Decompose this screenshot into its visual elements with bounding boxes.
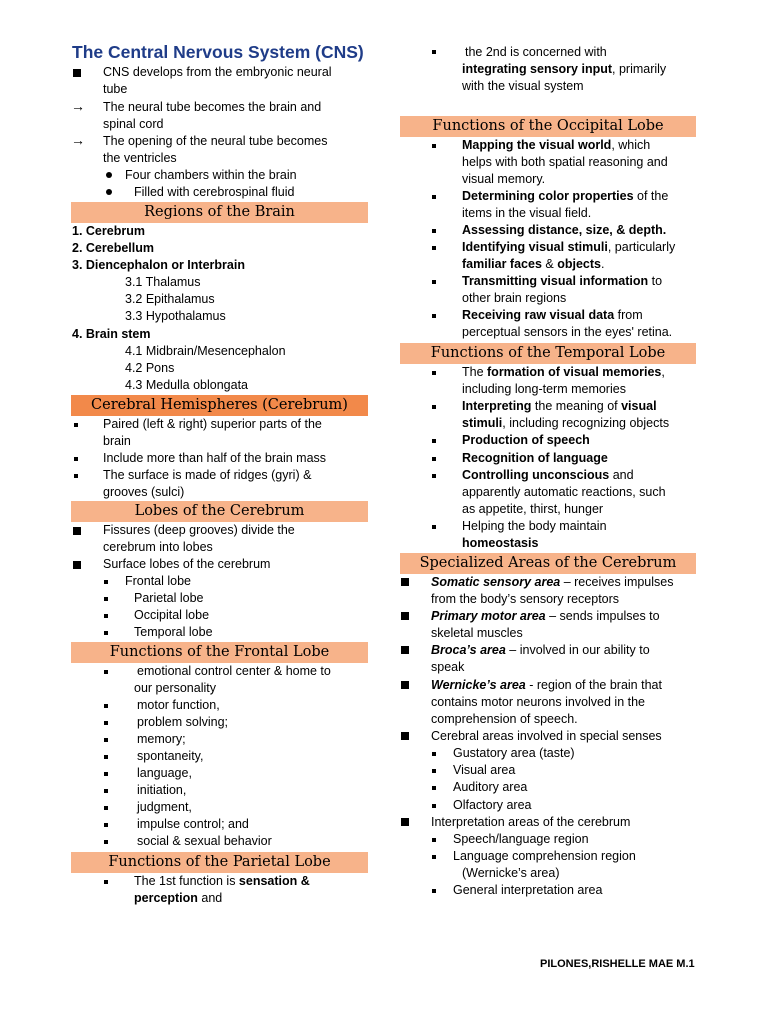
temporal-line: stimuli, including recognizing objects bbox=[462, 416, 670, 430]
hemisphere-line: Paired (left & right) superior parts of the bbox=[103, 417, 322, 431]
lobes-line: Surface lobes of the cerebrum bbox=[103, 557, 271, 571]
small-square-bullet-icon bbox=[104, 789, 108, 793]
specialized-line: skeletal muscles bbox=[431, 626, 523, 640]
specialized-line: speak bbox=[431, 660, 465, 674]
dot-bullet-icon bbox=[106, 189, 112, 195]
intro-line: The opening of the neural tube becomes bbox=[103, 134, 328, 148]
arrow-right-icon: → bbox=[71, 98, 85, 114]
section-header-parietal: Functions of the Parietal Lobe bbox=[71, 852, 368, 873]
frontal-item: motor function, bbox=[137, 698, 220, 712]
occipital-line: helps with both spatial reasoning and bbox=[462, 155, 668, 169]
square-bullet-icon bbox=[73, 69, 81, 77]
square-bullet-icon bbox=[73, 561, 81, 569]
square-bullet-icon bbox=[401, 646, 409, 654]
interpretation-item: (Wernicke’s area) bbox=[462, 866, 560, 880]
small-square-bullet-icon bbox=[104, 670, 108, 674]
frontal-item: judgment, bbox=[137, 800, 192, 814]
temporal-line: Recognition of language bbox=[462, 451, 608, 465]
special-senses-item: Olfactory area bbox=[453, 798, 532, 812]
temporal-line: Interpreting the meaning of visual bbox=[462, 399, 657, 413]
small-square-bullet-icon bbox=[74, 474, 78, 478]
page-title: The Central Nervous System (CNS) bbox=[72, 42, 364, 62]
region-subitem: 3.1 Thalamus bbox=[125, 275, 201, 289]
frontal-line: emotional control center & home to bbox=[137, 664, 331, 678]
frontal-item: spontaneity, bbox=[137, 749, 204, 763]
intro-line: CNS develops from the embryonic neural bbox=[103, 65, 332, 79]
small-square-bullet-icon bbox=[432, 525, 436, 529]
interpretation-item: Speech/language region bbox=[453, 832, 589, 846]
interpretation-item: General interpretation area bbox=[453, 883, 603, 897]
temporal-line: Helping the body maintain bbox=[462, 519, 607, 533]
square-bullet-icon bbox=[401, 732, 409, 740]
small-square-bullet-icon bbox=[74, 423, 78, 427]
temporal-line: apparently automatic reactions, such bbox=[462, 485, 666, 499]
temporal-line: Controlling unconscious and bbox=[462, 468, 634, 482]
specialized-line: Cerebral areas involved in special senses bbox=[431, 729, 662, 743]
occipital-line: familiar faces & objects. bbox=[462, 257, 605, 271]
occipital-line: Mapping the visual world, which bbox=[462, 138, 651, 152]
region-item: 4. Brain stem bbox=[72, 327, 151, 341]
frontal-item: initiation, bbox=[137, 783, 187, 797]
small-square-bullet-icon bbox=[432, 371, 436, 375]
small-square-bullet-icon bbox=[104, 721, 108, 725]
specialized-line: Somatic sensory area – receives impulses bbox=[431, 575, 674, 589]
parietal-line: with the visual system bbox=[462, 79, 584, 93]
intro-line: spinal cord bbox=[103, 117, 164, 131]
temporal-line: The formation of visual memories, bbox=[462, 365, 665, 379]
specialized-line: Wernicke’s area - region of the brain that bbox=[431, 678, 662, 692]
small-square-bullet-icon bbox=[432, 855, 436, 859]
parietal-line: perception and bbox=[134, 891, 223, 905]
occipital-line: Identifying visual stimuli, particularly bbox=[462, 240, 676, 254]
occipital-line: other brain regions bbox=[462, 291, 567, 305]
small-square-bullet-icon bbox=[432, 752, 436, 756]
small-square-bullet-icon bbox=[432, 229, 436, 233]
occipital-line: perceptual sensors in the eyes' retina. bbox=[462, 325, 673, 339]
occipital-line: visual memory. bbox=[462, 172, 546, 186]
temporal-line: including long-term memories bbox=[462, 382, 626, 396]
region-item: 1. Cerebrum bbox=[72, 224, 145, 238]
hemisphere-line: Include more than half of the brain mass bbox=[103, 451, 327, 465]
region-subitem: 4.2 Pons bbox=[125, 361, 175, 375]
frontal-line: our personality bbox=[134, 681, 216, 695]
small-square-bullet-icon bbox=[432, 439, 436, 443]
specialized-line: comprehension of speech. bbox=[431, 712, 578, 726]
square-bullet-icon bbox=[73, 527, 81, 535]
small-square-bullet-icon bbox=[104, 806, 108, 810]
region-subitem: 4.3 Medulla oblongata bbox=[125, 378, 249, 392]
special-senses-item: Visual area bbox=[453, 763, 516, 777]
frontal-item: impulse control; and bbox=[137, 817, 249, 831]
intro-line: tube bbox=[103, 82, 128, 96]
small-square-bullet-icon bbox=[432, 144, 436, 148]
region-subitem: 3.2 Epithalamus bbox=[125, 292, 215, 306]
lobe-item: Occipital lobe bbox=[134, 608, 210, 622]
small-square-bullet-icon bbox=[104, 738, 108, 742]
small-square-bullet-icon bbox=[432, 314, 436, 318]
temporal-line: Production of speech bbox=[462, 433, 590, 447]
intro-line: Filled with cerebrospinal fluid bbox=[134, 185, 295, 199]
special-senses-item: Gustatory area (taste) bbox=[453, 746, 575, 760]
parietal-line: The 1st function is sensation & bbox=[134, 874, 310, 888]
small-square-bullet-icon bbox=[432, 246, 436, 250]
region-item: 2. Cerebellum bbox=[72, 241, 154, 255]
small-square-bullet-icon bbox=[104, 614, 108, 618]
square-bullet-icon bbox=[401, 612, 409, 620]
lobe-item: Frontal lobe bbox=[125, 574, 192, 588]
specialized-line: contains motor neurons involved in the bbox=[431, 695, 646, 709]
small-square-bullet-icon bbox=[104, 704, 108, 708]
section-header-hemispheres: Cerebral Hemispheres (Cerebrum) bbox=[71, 395, 368, 416]
section-header-lobes: Lobes of the Cerebrum bbox=[71, 501, 368, 522]
small-square-bullet-icon bbox=[104, 631, 108, 635]
small-square-bullet-icon bbox=[432, 195, 436, 199]
frontal-item: problem solving; bbox=[137, 715, 229, 729]
hemisphere-line: The surface is made of ridges (gyri) & bbox=[103, 468, 312, 482]
dot-bullet-icon bbox=[106, 172, 112, 178]
small-square-bullet-icon bbox=[432, 474, 436, 478]
small-square-bullet-icon bbox=[104, 772, 108, 776]
arrow-right-icon: → bbox=[71, 132, 85, 148]
region-subitem: 4.1 Midbrain/Mesencephalon bbox=[125, 344, 286, 358]
small-square-bullet-icon bbox=[432, 50, 436, 54]
small-square-bullet-icon bbox=[432, 838, 436, 842]
small-square-bullet-icon bbox=[104, 823, 108, 827]
square-bullet-icon bbox=[401, 578, 409, 586]
parietal-line: integrating sensory input, primarily bbox=[462, 62, 667, 76]
intro-line: The neural tube becomes the brain and bbox=[103, 100, 322, 114]
lobes-line: Fissures (deep grooves) divide the bbox=[103, 523, 295, 537]
region-subitem: 3.3 Hypothalamus bbox=[125, 309, 226, 323]
section-header-specialized: Specialized Areas of the Cerebrum bbox=[400, 553, 696, 574]
section-header-temporal: Functions of the Temporal Lobe bbox=[400, 343, 696, 364]
section-header-regions: Regions of the Brain bbox=[71, 202, 368, 223]
frontal-item: social & sexual behavior bbox=[137, 834, 272, 848]
specialized-line: Broca’s area – involved in our ability to bbox=[431, 643, 650, 657]
lobe-item: Temporal lobe bbox=[134, 625, 213, 639]
occipital-line: Receiving raw visual data from bbox=[462, 308, 643, 322]
small-square-bullet-icon bbox=[432, 405, 436, 409]
frontal-item: language, bbox=[137, 766, 192, 780]
small-square-bullet-icon bbox=[104, 880, 108, 884]
small-square-bullet-icon bbox=[432, 786, 436, 790]
frontal-item: memory; bbox=[137, 732, 186, 746]
section-header-occipital: Functions of the Occipital Lobe bbox=[400, 116, 696, 137]
small-square-bullet-icon bbox=[74, 457, 78, 461]
small-square-bullet-icon bbox=[104, 840, 108, 844]
small-square-bullet-icon bbox=[432, 804, 436, 808]
small-square-bullet-icon bbox=[104, 755, 108, 759]
lobe-item: Parietal lobe bbox=[134, 591, 204, 605]
special-senses-item: Auditory area bbox=[453, 780, 528, 794]
intro-line: the ventricles bbox=[103, 151, 177, 165]
occipital-line: items in the visual field. bbox=[462, 206, 592, 220]
lobes-line: cerebrum into lobes bbox=[103, 540, 213, 554]
hemisphere-line: grooves (sulci) bbox=[103, 485, 185, 499]
occipital-line: Assessing distance, size, & depth. bbox=[462, 223, 667, 237]
occipital-line: Transmitting visual information to bbox=[462, 274, 663, 288]
specialized-line: Interpretation areas of the cerebrum bbox=[431, 815, 631, 829]
occipital-line: Determining color properties of the bbox=[462, 189, 669, 203]
small-square-bullet-icon bbox=[432, 769, 436, 773]
parietal-line: the 2nd is concerned with bbox=[465, 45, 607, 59]
specialized-line: Primary motor area – sends impulses to bbox=[431, 609, 660, 623]
author-footer: PILONES,RISHELLE MAE M.1 bbox=[540, 958, 695, 970]
small-square-bullet-icon bbox=[432, 457, 436, 461]
square-bullet-icon bbox=[401, 818, 409, 826]
region-item: 3. Diencephalon or Interbrain bbox=[72, 258, 245, 272]
square-bullet-icon bbox=[401, 681, 409, 689]
hemisphere-line: brain bbox=[103, 434, 131, 448]
small-square-bullet-icon bbox=[104, 580, 108, 584]
section-header-frontal: Functions of the Frontal Lobe bbox=[71, 642, 368, 663]
specialized-line: from the body’s sensory receptors bbox=[431, 592, 620, 606]
small-square-bullet-icon bbox=[432, 889, 436, 893]
intro-line: Four chambers within the brain bbox=[125, 168, 297, 182]
temporal-line: as appetite, thirst, hunger bbox=[462, 502, 604, 516]
small-square-bullet-icon bbox=[432, 280, 436, 284]
small-square-bullet-icon bbox=[104, 597, 108, 601]
interpretation-item: Language comprehension region bbox=[453, 849, 636, 863]
temporal-line: homeostasis bbox=[462, 536, 539, 550]
